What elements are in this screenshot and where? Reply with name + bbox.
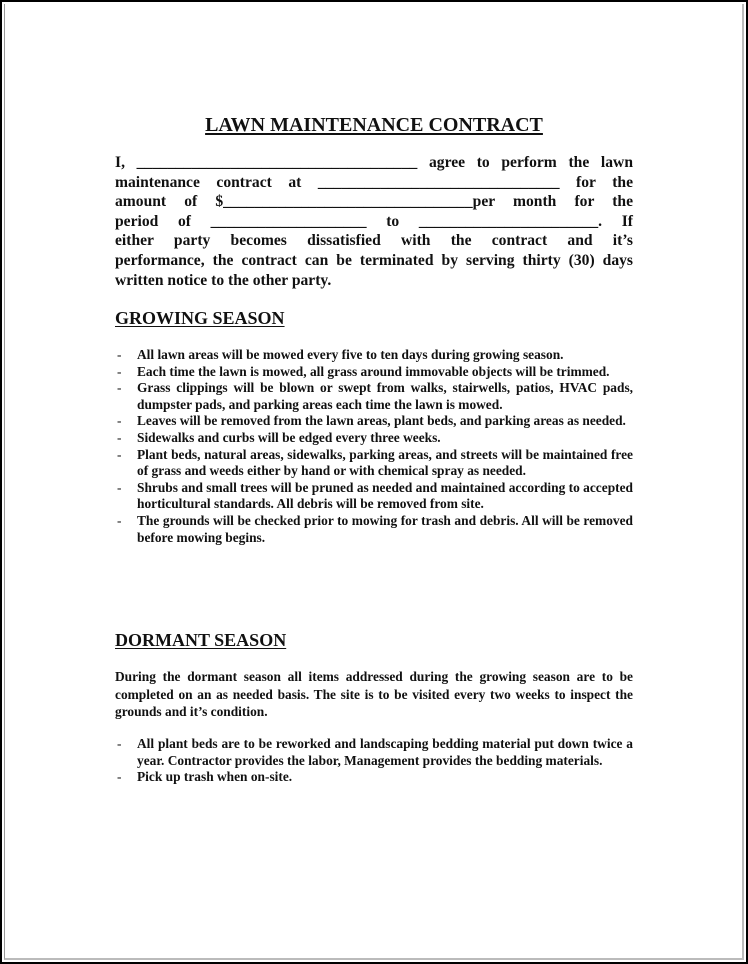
list-item [115, 736, 633, 769]
bullet-dash: - [117, 446, 122, 462]
list-item [115, 480, 633, 513]
intro-line: written notice to the other party. [115, 271, 332, 289]
document-title [115, 114, 633, 137]
bullet-dash: - [117, 347, 122, 362]
bullet-dash: - [117, 512, 122, 528]
intro-paragraph [115, 153, 633, 290]
list-item-text: Grass clippings will be blown or swept from walks, stairwells, patios, HVAC pads, dumpster pads, and parking areas each time the lawn is mowed. [137, 380, 633, 412]
list-item [115, 513, 633, 546]
bullet-dash: - [117, 769, 122, 785]
list-item-text: Sidewalks and curbs will be edged every three weeks. [137, 429, 441, 445]
intro-line: amount of $________________________________per month for the [115, 193, 633, 211]
list-item-text: Pick up trash when on-site. [137, 769, 293, 785]
bullet-dash: - [117, 413, 122, 429]
intro-line: performance, the contract can be terminated by serving thirty (30) days [115, 251, 633, 269]
dormant-season-paragraph: During the dormant season all items addressed during the growing season are to be completed on an as needed basis. The site is to be visited every two weeks to inspect the grounds and it’s condition. [115, 669, 633, 720]
list-item [115, 430, 633, 447]
bullet-dash: - [117, 736, 122, 751]
list-item [115, 413, 633, 430]
growing-season-heading: GROWING SEASON [115, 308, 285, 328]
list-item [115, 364, 633, 381]
list-item [115, 769, 633, 786]
bullet-dash: - [117, 479, 122, 495]
bullet-dash: - [117, 380, 122, 396]
list-item [115, 347, 633, 364]
list-item-text: All plant beds are to be reworked and landscaping bedding material put down twice a year. Contractor provides the labor, Management provides the bedding materials. [137, 736, 633, 768]
list-item-text: All lawn areas will be mowed every five to ten days during growing season. [137, 347, 564, 362]
list-item-text: Plant beds, natural areas, sidewalks, parking areas, and streets will be maintained free of grass and weeds either by hand or with chemical spray as needed. [137, 446, 633, 479]
intro-line: I, ____________________________________ agree to perform the lawn [115, 154, 633, 171]
growing-season-list [115, 347, 633, 546]
intro-line: maintenance contract at _______________________________ for the [115, 173, 633, 191]
dormant-season-heading: DORMANT SEASON [115, 630, 287, 650]
dormant-season-list [115, 736, 633, 786]
bullet-dash: - [117, 429, 122, 445]
intro-line: period of ____________________ to _______________________. If [115, 212, 633, 230]
list-item-text: Leaves will be removed from the lawn areas, plant beds, and parking areas as needed. [137, 413, 626, 429]
list-item-text: Each time the lawn is mowed, all grass around immovable objects will be trimmed. [137, 363, 610, 379]
bullet-dash: - [117, 363, 122, 379]
list-item-text: Shrubs and small trees will be pruned as needed and maintained according to accepted horticultural standards. All debris will be removed from site. [137, 479, 633, 512]
list-item [115, 380, 633, 413]
title-text: LAWN MAINTENANCE CONTRACT [205, 114, 543, 136]
list-item-text: The grounds will be checked prior to mowing for trash and debris. All will be removed before mowing begins. [137, 512, 633, 545]
intro-line: either party becomes dissatisfied with the contract and it’s [115, 232, 633, 250]
list-item [115, 447, 633, 480]
